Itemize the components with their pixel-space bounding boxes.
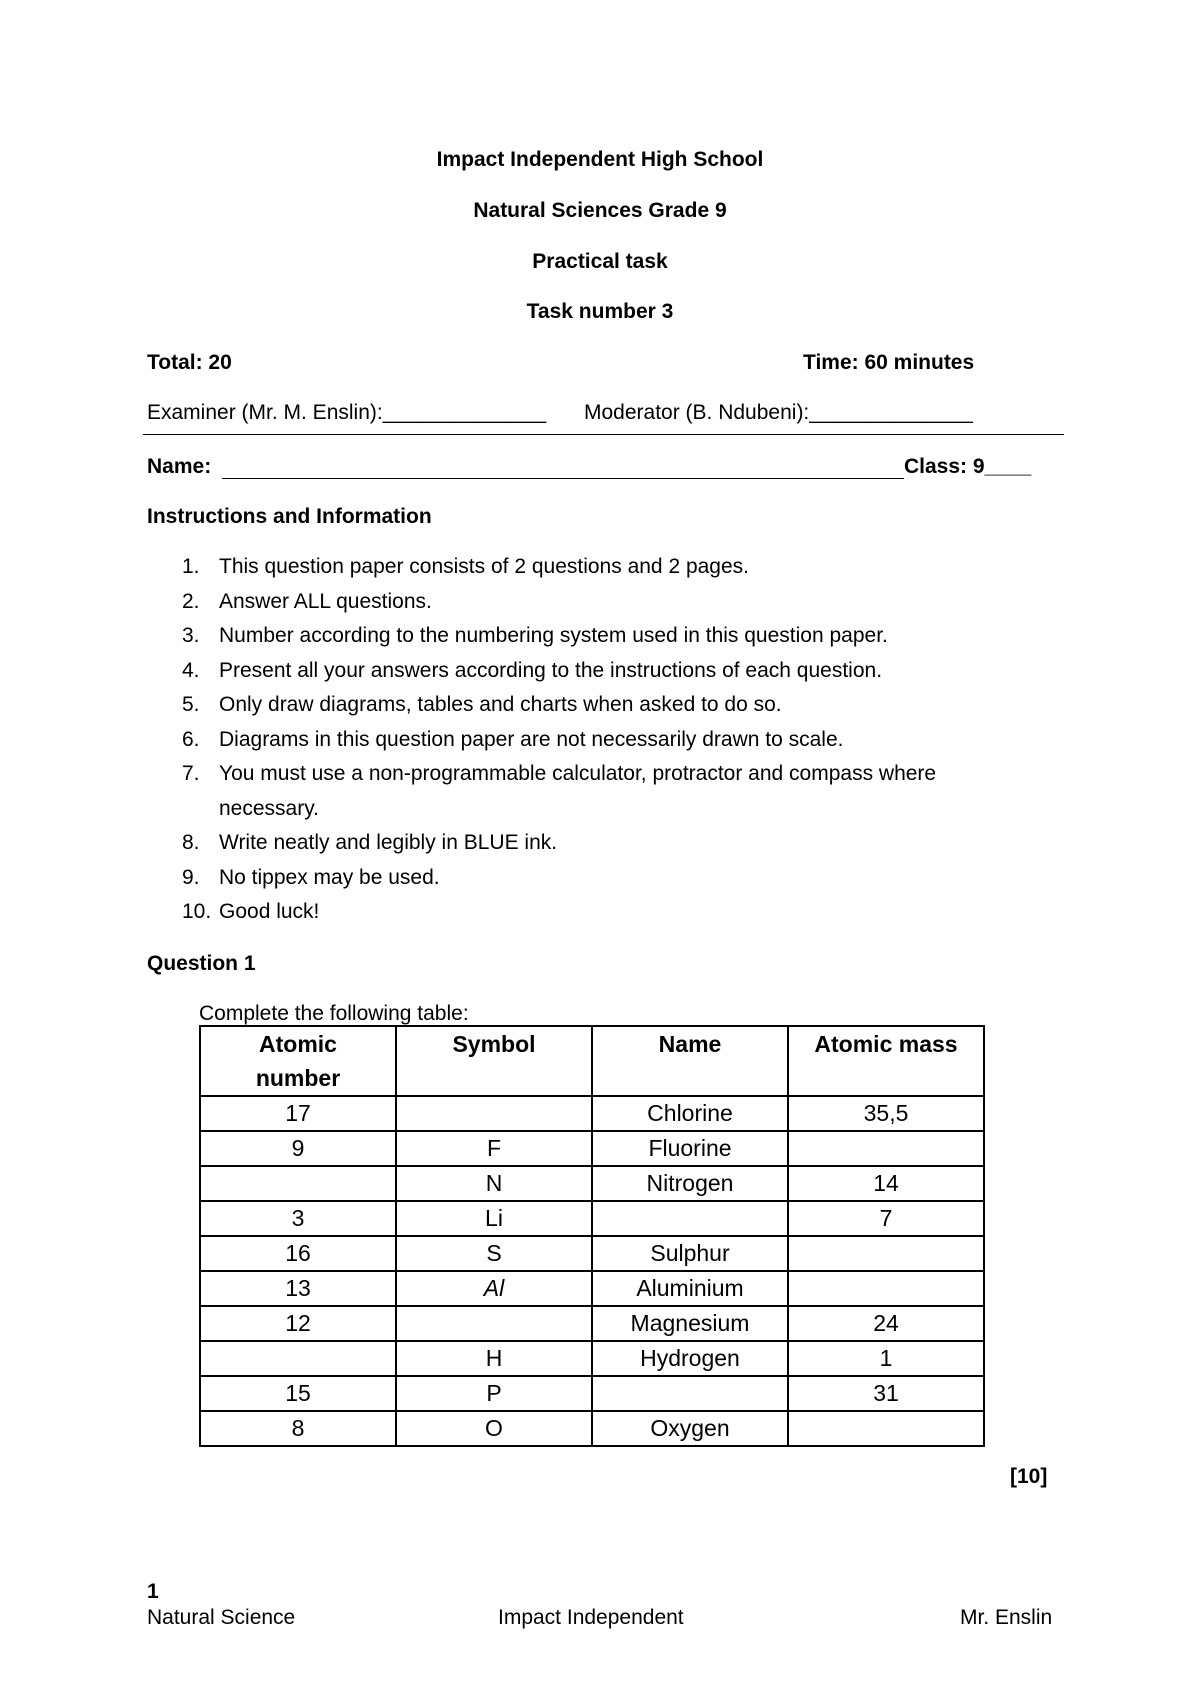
question-1-prompt: Complete the following table: bbox=[199, 1002, 469, 1025]
footer-right: Mr. Enslin bbox=[960, 1606, 1053, 1629]
cell-atomic-number: 16 bbox=[200, 1236, 396, 1271]
table-row bbox=[200, 1376, 984, 1411]
list-item: 10. Good luck! bbox=[182, 900, 320, 923]
cell-name: Magnesium bbox=[592, 1306, 788, 1341]
cell-atomic-number: 12 bbox=[200, 1306, 396, 1341]
instructions-list bbox=[147, 550, 1047, 930]
cell-atomic-number: 9 bbox=[200, 1131, 396, 1166]
page-number: 1 bbox=[147, 1580, 159, 1603]
cell-name: Aluminium bbox=[592, 1271, 788, 1306]
cell-symbol bbox=[396, 1306, 592, 1341]
cell-symbol: F bbox=[396, 1131, 592, 1166]
cell-name bbox=[592, 1376, 788, 1411]
element-table bbox=[199, 1025, 985, 1447]
table-row bbox=[200, 1166, 984, 1201]
cell-atomic-number: 15 bbox=[200, 1376, 396, 1411]
table-row bbox=[200, 1341, 984, 1376]
time-allowed: Time: 60 minutes bbox=[803, 351, 975, 374]
cell-atomic-number bbox=[200, 1166, 396, 1201]
table-row bbox=[200, 1271, 984, 1306]
cell-atomic-mass: 24 bbox=[788, 1306, 984, 1341]
table-row bbox=[200, 1131, 984, 1166]
cell-name: Sulphur bbox=[592, 1236, 788, 1271]
list-item: 9. No tippex may be used. bbox=[182, 865, 440, 889]
cell-name bbox=[592, 1201, 788, 1236]
cell-name: Nitrogen bbox=[592, 1166, 788, 1201]
list-item: 7. You must use a non-programmable calculator, protractor and compass where necessary. bbox=[182, 762, 937, 820]
cell-symbol: P bbox=[396, 1376, 592, 1411]
cell-atomic-mass: 1 bbox=[788, 1341, 984, 1376]
footer-center: Impact Independent bbox=[498, 1606, 684, 1629]
name-blank bbox=[222, 478, 904, 479]
cell-atomic-number: 3 bbox=[200, 1201, 396, 1236]
table-header-row bbox=[200, 1026, 984, 1096]
total-marks: Total: 20 bbox=[147, 351, 232, 374]
examiner-line: Examiner (Mr. M. Enslin):______________ bbox=[147, 401, 547, 424]
cell-name: Fluorine bbox=[592, 1131, 788, 1166]
cell-atomic-number: 13 bbox=[200, 1271, 396, 1306]
cell-symbol: N bbox=[396, 1166, 592, 1201]
cell-name: Oxygen bbox=[592, 1411, 788, 1446]
subject-title: Natural Sciences Grade 9 bbox=[473, 199, 727, 222]
cell-atomic-mass: 14 bbox=[788, 1166, 984, 1201]
cell-atomic-number bbox=[200, 1341, 396, 1376]
cell-symbol: Al bbox=[396, 1271, 592, 1306]
cell-atomic-mass bbox=[788, 1236, 984, 1271]
list-item: 2. Answer ALL questions. bbox=[182, 589, 432, 613]
table-row bbox=[200, 1201, 984, 1236]
column-header-atomic-mass: Atomic mass bbox=[788, 1026, 984, 1096]
cell-atomic-mass: 31 bbox=[788, 1376, 984, 1411]
cell-atomic-mass: 35,5 bbox=[788, 1096, 984, 1131]
column-header-name: Name bbox=[592, 1026, 788, 1096]
column-header-atomic-number: Atomic number bbox=[200, 1026, 396, 1096]
list-item: 6. Diagrams in this question paper are not necessarily drawn to scale. bbox=[182, 727, 844, 751]
table-row bbox=[200, 1411, 984, 1446]
table-row bbox=[200, 1236, 984, 1271]
list-item: 3. Number according to the numbering system used in this question paper. bbox=[182, 624, 888, 647]
cell-atomic-mass bbox=[788, 1411, 984, 1446]
cell-symbol: S bbox=[396, 1236, 592, 1271]
cell-symbol: Li bbox=[396, 1201, 592, 1236]
divider-line bbox=[143, 434, 1064, 435]
list-item: 8. Write neatly and legibly in BLUE ink. bbox=[182, 831, 558, 854]
cell-atomic-mass bbox=[788, 1131, 984, 1166]
cell-symbol bbox=[396, 1096, 592, 1131]
name-label: Name: bbox=[147, 455, 212, 478]
cell-atomic-number: 17 bbox=[200, 1096, 396, 1131]
column-header-symbol: Symbol bbox=[396, 1026, 592, 1096]
cell-name: Chlorine bbox=[592, 1096, 788, 1131]
table-row bbox=[200, 1096, 984, 1131]
task-number: Task number 3 bbox=[526, 300, 674, 323]
cell-atomic-mass: 7 bbox=[788, 1201, 984, 1236]
class-label: Class: 9____ bbox=[904, 455, 1032, 478]
list-item: 1. This question paper consists of 2 questions and 2 pages. bbox=[182, 555, 750, 578]
cell-name: Hydrogen bbox=[592, 1341, 788, 1376]
list-item: 4. Present all your answers according to the instructions of each question. bbox=[182, 658, 883, 682]
cell-atomic-number: 8 bbox=[200, 1411, 396, 1446]
cell-symbol: H bbox=[396, 1341, 592, 1376]
school-title: Impact Independent High School bbox=[436, 148, 764, 171]
task-type: Practical task bbox=[532, 250, 668, 273]
cell-atomic-mass bbox=[788, 1271, 984, 1306]
footer-left: Natural Science bbox=[147, 1606, 296, 1629]
question-1-heading: Question 1 bbox=[147, 952, 256, 975]
moderator-line: Moderator (B. Ndubeni):______________ bbox=[584, 401, 973, 424]
instructions-heading: Instructions and Information bbox=[147, 505, 432, 528]
list-item: 5. Only draw diagrams, tables and charts when asked to do so. bbox=[182, 693, 782, 716]
cell-symbol: O bbox=[396, 1411, 592, 1446]
question-1-marks: [10] bbox=[1010, 1465, 1048, 1488]
table-row bbox=[200, 1306, 984, 1341]
